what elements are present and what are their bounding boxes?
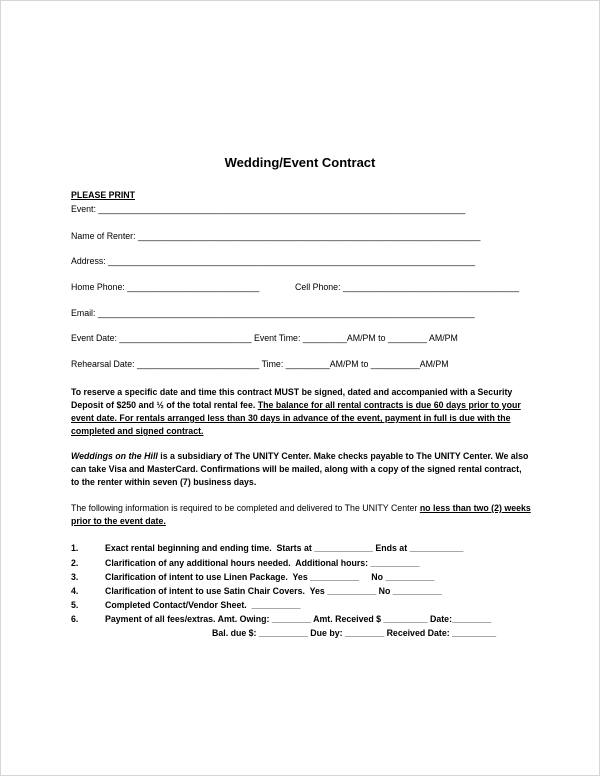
cell-phone-field[interactable]: Cell Phone: ____________________________________ — [295, 282, 520, 292]
vendor-sheet-field[interactable]: Completed Contact/Vendor Sheet. __________ — [105, 600, 301, 610]
page-title: Wedding/Event Contract — [224, 155, 376, 170]
balance-due-field[interactable]: Bal. due $: __________ Due by: ________ Received Date: _________ — [212, 628, 497, 638]
rental-time-field[interactable]: Exact rental beginning and ending time. Starts at ____________ Ends at ___________ — [105, 543, 464, 553]
home-phone-field[interactable]: Home Phone: ___________________________ — [71, 282, 260, 292]
renter-name-field[interactable]: Name of Renter: ______________________________________________________________________ — [71, 231, 481, 241]
requirements-text: The following information is required to be completed and delivered to The UNITY Center — [71, 503, 420, 513]
please-print-label: PLEASE PRINT — [71, 190, 136, 200]
address-field[interactable]: Address: ___________________________________________________________________________ — [71, 256, 476, 266]
rehearsal-date-time-field[interactable]: Rehearsal Date: _________________________ Time: _________AM/PM to __________AM/PM — [71, 359, 449, 369]
linen-package-field[interactable]: Clarification of intent to use Linen Package. Yes __________ No __________ — [105, 572, 435, 582]
deposit-paragraph — [71, 386, 531, 438]
full-payment-text: For rentals arranged less than 30 days in advance of the event, payment in full is due with the completed and signed contract. — [71, 413, 511, 436]
additional-hours-field[interactable]: Clarification of any additional hours needed. Additional hours: __________ — [105, 558, 420, 568]
balance-due-text: The balance for all rental contracts is due 60 days prior to your event date. — [71, 400, 521, 423]
deposit-text: To reserve a specific date and time this contract MUST be signed, dated and accompanied with a Security Deposit of $250 and ½ of the total rental fee. — [71, 387, 513, 410]
chair-covers-field[interactable]: Clarification of intent to use Satin Chair Covers. Yes __________ No __________ — [105, 586, 442, 596]
email-field[interactable]: Email: _____________________________________________________________________________ — [71, 308, 475, 318]
event-field[interactable]: Event: ___________________________________________________________________________ — [71, 204, 466, 214]
subsidiary-paragraph — [71, 450, 531, 489]
requirements-paragraph — [71, 502, 531, 528]
deadline-text: no less than two (2) weeks prior to the event date. — [71, 503, 531, 526]
venue-name: Weddings on the Hill — [71, 451, 158, 461]
payment-field[interactable]: Payment of all fees/extras. Amt. Owing: ________ Amt. Received $ _________ Date:________ — [105, 614, 492, 624]
event-date-time-field[interactable]: Event Date: ___________________________ Event Time: _________AM/PM to ________ AM/PM — [71, 333, 458, 343]
subsidiary-text: is a subsidiary of The UNITY Center. Make checks payable to The UNITY Center. We also can take Visa and MasterCard. Confirmations will be mailed, along with a copy of the signed rental contract, to the renter within seven (7) business days. — [71, 451, 529, 487]
